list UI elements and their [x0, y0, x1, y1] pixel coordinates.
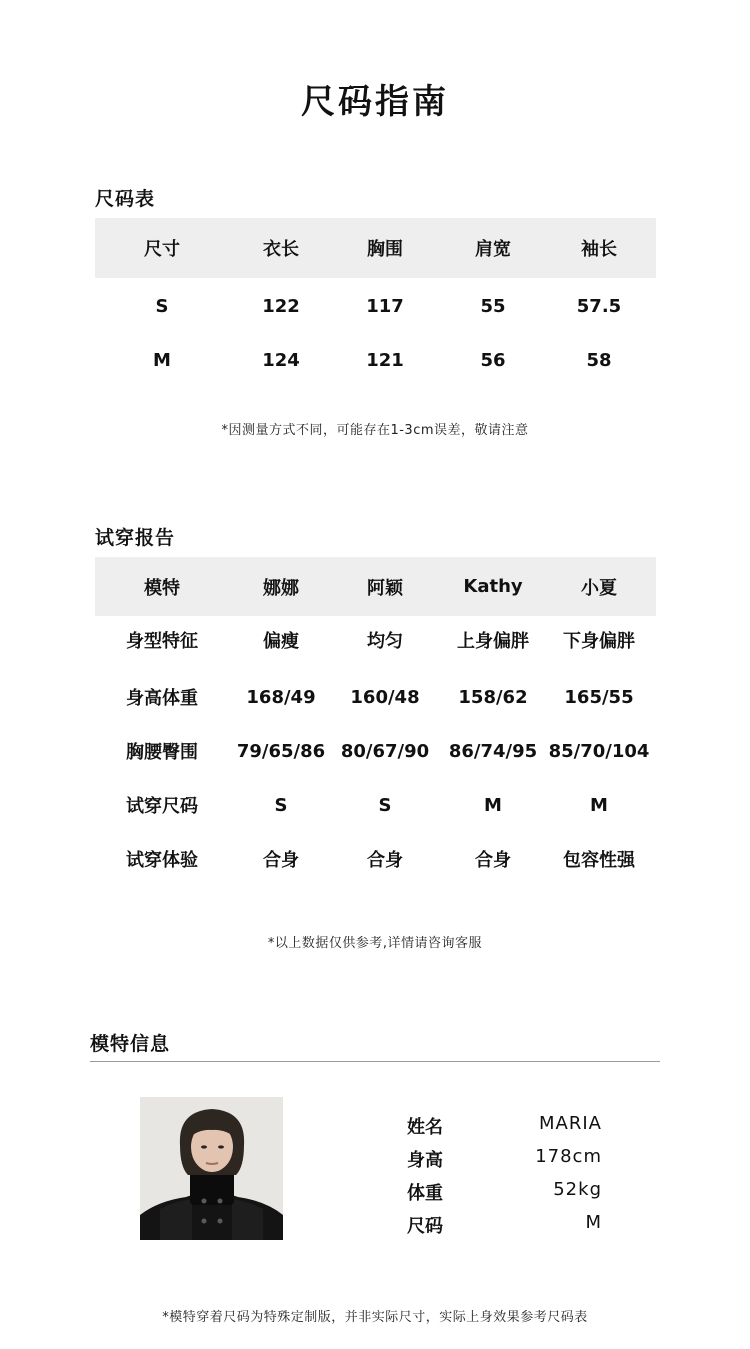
fitting-report-row: [95, 670, 656, 724]
size-chart-table: [95, 218, 656, 388]
page-title: 尺码指南: [301, 82, 449, 122]
fitting-report-row: [95, 616, 656, 664]
fitting-report-cell: 合身: [263, 850, 299, 871]
size-chart-header-cell: 肩宽: [475, 239, 511, 260]
size-chart-row: [95, 280, 656, 332]
fitting-report-row: [95, 778, 656, 832]
model-name-label: 姓名: [407, 1117, 443, 1138]
model-size-label: 尺码: [407, 1216, 443, 1237]
fitting-report-cell: 85/70/104: [548, 740, 650, 762]
fitting-report-cell: 身高体重: [126, 688, 198, 709]
model-height-value: 178cm: [535, 1146, 602, 1167]
size-chart-cell: 58: [586, 349, 612, 371]
size-chart-cell: 117: [366, 295, 404, 317]
model-weight-label: 体重: [407, 1183, 443, 1204]
size-chart-header-cell: 衣长: [263, 239, 299, 260]
fitting-report-note: *以上数据仅供参考,详情请咨询客服: [267, 936, 483, 951]
model-size-value: M: [585, 1212, 602, 1233]
size-chart-row: [95, 332, 656, 388]
model-name-value: MARIA: [539, 1113, 602, 1134]
fitting-report-cell: 包容性强: [563, 850, 635, 871]
fitting-report-header-cell: Kathy: [463, 576, 523, 597]
size-chart-cell: S: [155, 295, 169, 317]
fitting-report-cell: 合身: [475, 850, 511, 871]
fitting-report-cell: 均匀: [367, 631, 403, 652]
size-chart-cell: 121: [366, 349, 404, 371]
model-info-title: 模特信息: [90, 1033, 171, 1055]
fitting-report-cell: 86/74/95: [448, 740, 538, 762]
fitting-report-cell: 身型特征: [126, 631, 198, 652]
size-chart-header-row: [95, 218, 656, 278]
size-chart-header-cell: 尺寸: [144, 239, 180, 260]
model-weight-value: 52kg: [553, 1179, 602, 1200]
size-chart-header-cell: 胸围: [367, 239, 403, 260]
fitting-report-cell: 168/49: [246, 686, 316, 708]
model-info-divider: [90, 1061, 660, 1062]
model-photo: [140, 1097, 283, 1240]
fitting-report-header-row: [95, 557, 656, 616]
fitting-report-cell: 80/67/90: [340, 740, 430, 762]
fitting-report-cell: 合身: [367, 850, 403, 871]
fitting-report-header-cell: 模特: [144, 577, 180, 599]
fitting-report-header-cell: 小夏: [581, 577, 617, 599]
fitting-report-cell: 试穿体验: [126, 850, 198, 871]
fitting-report-cell: M: [484, 794, 502, 816]
fitting-report-cell: 165/55: [564, 686, 634, 708]
size-chart-cell: 55: [480, 295, 506, 317]
fitting-report-cell: S: [378, 794, 392, 816]
fitting-report-cell: 下身偏胖: [563, 631, 635, 652]
fitting-report-row: [95, 832, 656, 886]
size-chart-cell: M: [153, 349, 171, 371]
fitting-report-cell: 160/48: [350, 686, 420, 708]
fitting-report-row: [95, 724, 656, 778]
fitting-report-cell: 79/65/86: [236, 740, 326, 762]
fitting-report-cell: M: [590, 794, 608, 816]
model-info-note: *模特穿着尺码为特殊定制版，并非实际尺寸，实际上身效果参考尺码表: [162, 1310, 588, 1325]
size-chart-cell: 122: [262, 295, 300, 317]
fitting-report-header-cell: 阿颖: [367, 577, 403, 599]
fitting-report-table: [95, 557, 656, 886]
size-chart-cell: 56: [480, 349, 506, 371]
size-chart-cell: 124: [262, 349, 300, 371]
size-chart-cell: 57.5: [576, 295, 622, 317]
fitting-report-cell: 试穿尺码: [126, 796, 198, 817]
fitting-report-cell: 上身偏胖: [457, 631, 529, 652]
fitting-report-cell: 胸腰臀围: [126, 742, 198, 763]
fitting-report-header-cell: 娜娜: [263, 577, 299, 599]
model-height-label: 身高: [407, 1150, 443, 1171]
size-chart-title: 尺码表: [95, 188, 156, 210]
fitting-report-cell: 偏瘦: [263, 631, 299, 652]
fitting-report-cell: S: [274, 794, 288, 816]
fitting-report-cell: 158/62: [458, 686, 528, 708]
size-chart-note: *因测量方式不同，可能存在1-3cm误差，敬请注意: [221, 423, 529, 438]
size-chart-header-cell: 袖长: [581, 239, 617, 260]
fitting-report-title: 试穿报告: [95, 527, 176, 549]
